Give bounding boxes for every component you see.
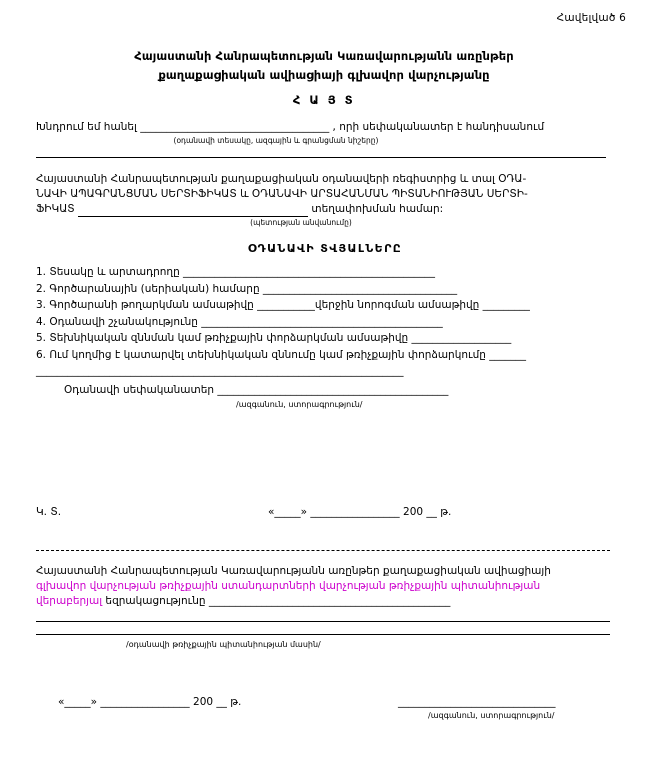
title-line-1: Հայաստանի Հանրապետության Կառավարությանն առընթեր — [134, 49, 514, 63]
form-heading: Հ Ա Յ Տ — [292, 93, 356, 107]
para-line-2: ՆԱՎԻ ԱՊԱԳՐԱՆՑՄԱՆ ՍԵՐՏԻՖԻԿԱՏ և ՕԴԱՆԱՎԻ ԱՐՏԱՀԱՆՄԱՆ ՊԻՏԱՆԻՈՒԹՅԱՆ ՍԵՐՏԻ- — [36, 188, 528, 200]
owner-signature-note: /ազգանուն, ստորագրություն/ — [236, 400, 363, 409]
intro-line: Խնդրում եմ հանել ____________________________________ , որի սեփականատեր է հանդիսանում — [36, 121, 545, 133]
stamp-date-row — [36, 505, 614, 520]
para-note: (պետության անվանումը) — [250, 218, 352, 227]
annex-label: Հավելված 6 — [556, 12, 626, 24]
country-blank[interactable] — [78, 205, 308, 217]
bottom-para-line-2: գլխավոր վարչության թռիչքային ստանդարտների վարչության թռիչքային պիտանիության — [36, 580, 541, 592]
bottom-para-line-3-magenta: վերաբերյալ — [36, 595, 103, 607]
list-item: 1. Տեսակը և արտադրողը ________________________________________________ — [36, 266, 436, 278]
para-line-3 — [36, 202, 614, 217]
section-heading: ՕԴԱՆԱՎԻ ՏՎՅԱԼՆԵՐԸ — [247, 242, 403, 255]
bottom-para-line-3-rest: եզրակացությունը ______________________________________________ — [102, 595, 451, 607]
bottom-para-line-3 — [36, 594, 614, 609]
bottom-signature-row — [36, 695, 614, 710]
document-title — [0, 47, 648, 85]
list-item: 2. Գործարանային (սերիական) համարը _____________________________________ — [36, 282, 458, 295]
title-line-2: քաղաքացիական ավիացիայի գլխավոր վարչությանը — [158, 68, 490, 82]
bottom-signature-note: /ազգանուն, ստորագրություն/ — [428, 711, 555, 720]
bottom-blank-line-1[interactable] — [36, 621, 610, 622]
bottom-signature-blank[interactable]: ______________________________ — [398, 696, 556, 708]
document-body — [36, 120, 614, 720]
list-item: 4. Օդանավի շչանակությունը ______________________________________________ — [36, 315, 443, 328]
bottom-blank-line-2[interactable] — [36, 634, 610, 635]
list-item: 5. Տեխնիկական զննման կամ թռիչքային փորձարկման ամսաթիվը ___________________ — [36, 332, 512, 344]
stamp-label: Կ. Տ. — [36, 506, 62, 518]
list-continuation: ______________________________________________________________________ — [36, 365, 404, 377]
para-line-3-suffix: տեղափոխման համար: — [308, 203, 444, 215]
bottom-note: /օդանավի թռիչքային պիտանիության մասին/ — [126, 640, 321, 649]
bottom-para-line-1: Հայաստանի Հանրապետության Կառավարությանն առընթեր քաղաքացիական ավիացիայի — [36, 565, 551, 577]
list-item: 3. Գործարանի թողարկման ամսաթիվը ___________վերջին նորոգման ամսաթիվը _________ — [36, 299, 530, 311]
date-line: «_____» _________________ 200 __ թ. — [268, 506, 452, 518]
para-line-1: Հայաստանի Հանրապետության քաղաքացիական օդանավերի ռեգիստրից և տալ ՕԴԱ- — [36, 173, 527, 185]
bottom-date-line: «_____» _________________ 200 __ թ. — [58, 696, 242, 708]
intro-note: (օդանավի տեսակը, ազգային և գրանցման նիշերը) — [173, 136, 379, 145]
owner-signature-label: Օդանավի սեփականատեր ____________________________________________ — [64, 383, 449, 396]
list-item: 6. Ում կողմից է կատարվել տեխնիկական զննումը կամ թռիչքային փորձարկումը _______ — [36, 348, 526, 361]
para-line-3-prefix: ՖԻԿԱՏ — [36, 203, 79, 215]
